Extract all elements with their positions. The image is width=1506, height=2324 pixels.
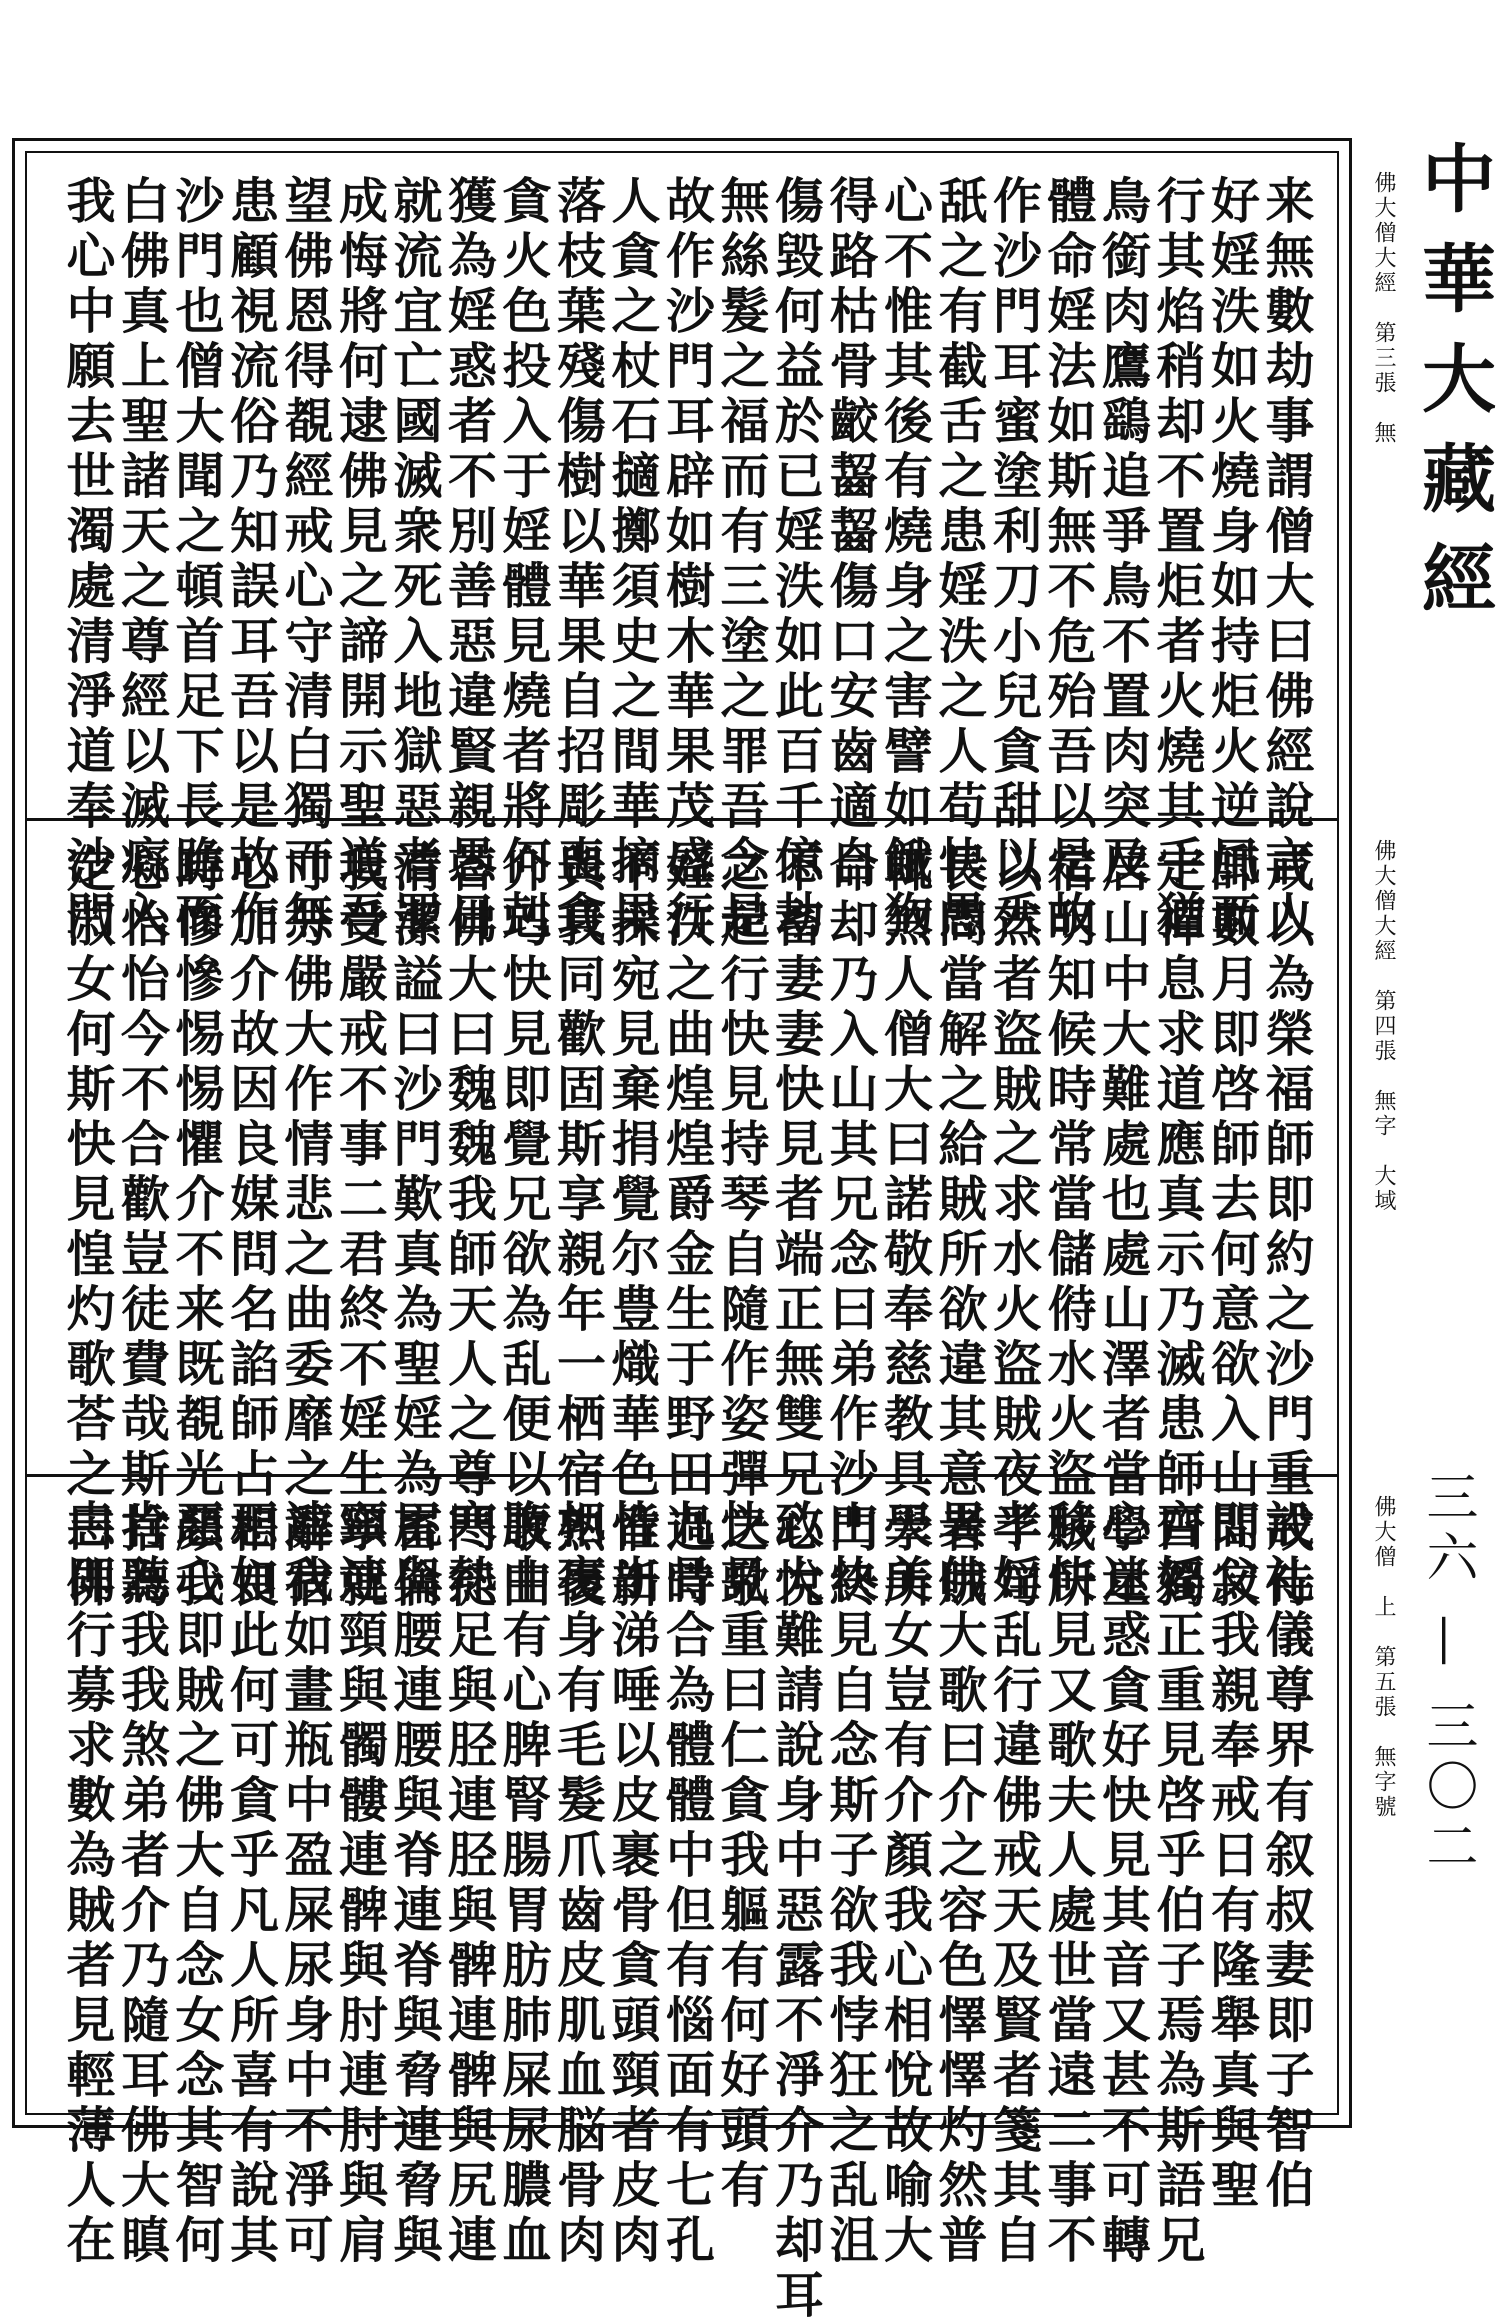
text-column: 就流宜亡國滅衆死入地獄惡者罪 <box>386 175 444 945</box>
text-column: 山快見自念斯子欲我悖狂之乱沮 <box>822 1499 880 2269</box>
text-column: 舐之有截舌之患婬泆之人苟快愚 <box>931 175 989 945</box>
text-column: 以然者盜賊之求水火盜賊夜半句 <box>985 843 1044 1613</box>
text-column: 心怡怡今不合歡豈徒費哉斯捨為 <box>113 843 172 1613</box>
text-column: 尻與腰連腰與脊連脊與脅連脅與 <box>386 1499 444 2269</box>
text-column: 我心中願去世濁處清淨道奉沙門 <box>59 175 117 945</box>
text-column: 落枝葉殘傷樹以華果自招彫喪貪 <box>549 175 608 945</box>
text-column: 命却乃入山其兄念曰弟作沙門終 <box>822 843 880 1613</box>
text-columns <box>59 1499 1316 2324</box>
page-number: 三六 — 三〇二 <box>1417 1470 1477 1880</box>
text-column: 體命婬法如斯無不危殆吾以是故 <box>1040 175 1098 945</box>
text-column: 相裹身有毛髮爪齒皮肌血脳骨肉 <box>549 1499 608 2269</box>
text-column: 戒以為榮福師即約之沙門重戒侍 <box>1258 843 1316 1613</box>
margin-note: 佛大僧 上 第五張 無字號 <box>1371 1495 1396 1820</box>
text-column: 九骨合為體體中但有惱面有七孔 <box>658 1499 717 2269</box>
text-column: 天美女豈有介顏我心相悅故喻大 <box>876 1499 935 2269</box>
panel-lower <box>27 1474 1396 2324</box>
text-column: 行其焰稍却不置炬者火燒其手猶 <box>1149 175 1207 945</box>
text-column: 貪火色投入于婬體見燒者將何剋 <box>495 175 553 945</box>
text-column: 致大難請說身中惡露不淨介乃却耳 <box>767 1499 826 2324</box>
text-column: 傷毀何益於已婬泆如此百千億劫 <box>767 175 826 945</box>
text-column: 連我如畫瓶中盈屎尿身中不淨可 <box>277 1499 335 2269</box>
text-columns <box>59 843 1316 1613</box>
text-column: 介巧快見即覺兄欲為乱便以歌曲 <box>495 843 553 1613</box>
scripture-frame <box>12 138 1396 2324</box>
text-column: 無絲髮之福而有三塗之罪吾念是 <box>713 175 771 945</box>
text-column: 心不惟其後有燒身之害譬如餓狗 <box>876 175 935 945</box>
text-column: 移快見又歌夫人處世當遠二事不 <box>1040 1499 1098 2269</box>
collection-title: 中華大藏經 <box>1410 140 1496 640</box>
text-column: 望佛恩得覩經戒心守清白獨而無 <box>277 175 335 945</box>
text-column: 定禪息求道應真示乃滅患師曰獨 <box>1149 843 1207 1613</box>
text-column: 故作沙門耳辟如樹木華果茂盛行 <box>658 175 717 945</box>
text-column: 我受嚴戒不事二君終不婬生寧就 <box>331 843 390 1613</box>
text-column: 婬泆之曲煌煌爵金生于野田過時 <box>658 843 717 1613</box>
text-column: 得路枯骨齩齧齧傷口安齒適自 <box>822 175 880 890</box>
text-column: 輒煞人僧大曰諾敬奉慈教具學所 <box>876 843 935 1613</box>
text-column: 不畜妻妻快見者端正無雙兄心悅 <box>767 843 826 1613</box>
text-column: 寸分佛大作情悲之曲委靡之辭宿 <box>277 843 335 1613</box>
text-column: 惡如此何可貪乎凡人所喜有說其 <box>222 1499 281 2269</box>
text-column: 頸連頸與髑髏連髀與肘連肘與肩 <box>331 1499 390 2269</box>
text-column: 人貪之杖石擿擲須史之間華摘果 <box>604 175 662 945</box>
text-column: 沙門也僧大聞之頓首足下長跪而 <box>168 175 226 945</box>
panel-middle <box>27 818 1396 1613</box>
margin-note: 佛大僧大經 第四張 無字 大域 <box>1371 839 1396 1214</box>
text-column: 好婬泆如火燒身如持炬火逆風而 <box>1203 175 1262 945</box>
text-column: 心加介故因良媒問名諂師占相良 <box>222 843 281 1613</box>
text-column: 異佛大歌曰介之容色懌懌灼然普 <box>931 1499 989 2269</box>
text-column: 時慘慘惕惕懼介不来既覩光顏我 <box>168 843 226 1613</box>
text-column: 荅佛大曰魏魏我師天人之尊門徒 <box>440 843 499 1613</box>
text-column: 不採宛見棄捐覺尔豊熾華色惟新 <box>604 843 662 1613</box>
text-column: 鳥銜肉鷹鷂追爭鳥不置肉突及 <box>1094 175 1153 890</box>
text-column: 腹中有心脾腎腸胃肪肺屎尿膿血 <box>495 1499 553 2269</box>
text-column: 皆出涕唾以皮裹骨貪頭頸者皮肉 <box>604 1499 662 2269</box>
margin-note: 佛大僧大經 第三張 無 <box>1371 171 1396 446</box>
text-column: 来無數劫事謂僧大曰佛經說言人 <box>1258 175 1316 945</box>
text-column: 白佛真上聖諸天之尊經以滅癡入 <box>113 175 172 945</box>
text-column: 孝婬乱行違佛戒天及賢者箋其自 <box>985 1499 1044 2269</box>
panel-upper <box>27 153 1396 945</box>
text-column: 成悔將何逮佛見之諦開示聖道吾 <box>331 175 390 945</box>
text-column: 患顧視流俗乃知誤耳吾以是故作 <box>222 175 281 945</box>
text-column: 設礼儀尊界有叙叔妻即子智伯 <box>1258 1499 1316 2214</box>
text-column: 作沙門耳蜜塗利刀小兒貪甜以舌 <box>985 175 1044 945</box>
text-column: 惡心即賊之佛大自念女念其智何 <box>168 1499 226 2269</box>
text-column: 定淑女何斯快見惶灼歌荅之曰佛 <box>59 843 117 1613</box>
text-column: 心迷惑貪好快見其音又甚不可轉 <box>1094 1499 1153 2269</box>
text-column: 長問當解之給賊所欲違其意者賊 <box>931 843 989 1613</box>
text-column: 齊婬正重見啓乎伯子焉為斯語兄 <box>1149 1499 1207 2269</box>
text-column: 獲為婬惑者不別善惡違賢親愚日 <box>440 175 499 945</box>
scripture-inner-frame <box>25 151 1396 2324</box>
text-column: 快見重曰仁貪我軀有何好頭有 <box>713 1499 771 2214</box>
text-column: 宿明知候時常當儲偫水火盜賊所 <box>1040 843 1098 1613</box>
text-column: 與我同歡固斯享親年一栖宿熟復 <box>549 843 608 1613</box>
text-column: 之起行快見持琴自隨作姿彈之歌 <box>713 843 771 1613</box>
text-column: 師數月即啓師去何意欲入山間寂 <box>1203 843 1262 1613</box>
text-column: 即父我親奉戒日有隆舉真與聖 <box>1203 1499 1262 2214</box>
text-column: 肯聽我我煞弟者介乃隨耳佛大瞋 <box>113 1499 172 2269</box>
text-column: 清潔謚曰沙門歎真為聖婬為畜倫 <box>386 843 444 1613</box>
text-column: 恚即行募求數為賊者見輕薄人在 <box>59 1499 117 2269</box>
text-column: 寒熱足與胫連胫與髀連髀與尻連 <box>440 1499 499 2269</box>
text-column: 居山中大難處也處山澤者當學星 <box>1094 843 1153 1613</box>
text-columns <box>59 175 1316 945</box>
